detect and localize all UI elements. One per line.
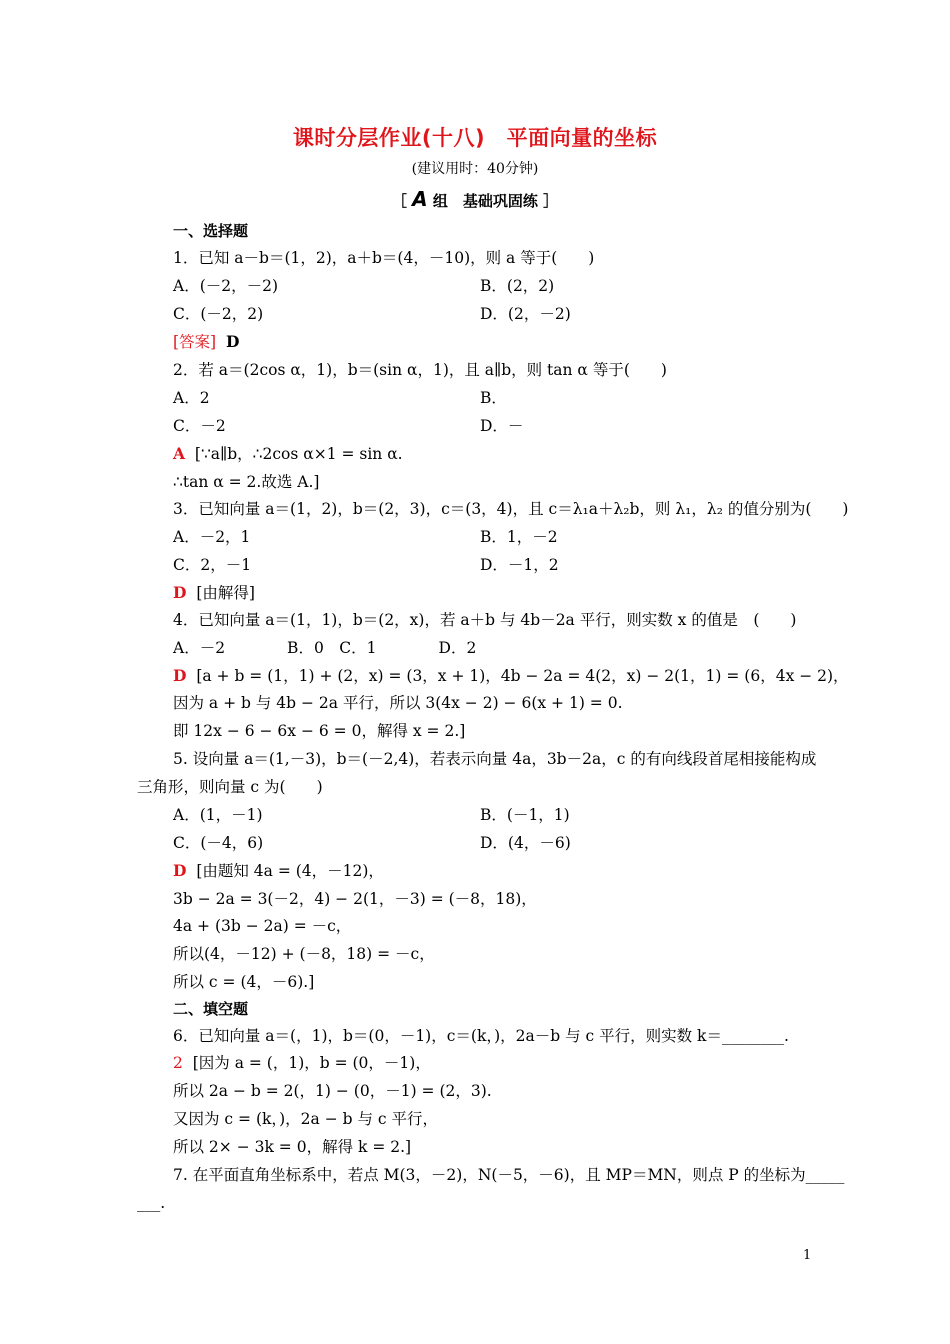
q5-solution-line1: [由题知 4a = (4，－12)， [196,862,384,880]
q3-answer-letter: D [173,583,187,602]
q3-solution [173,583,255,603]
q4-solution [173,666,849,686]
q4-solution-line3: 即 12x − 6 − 6x − 6 = 0，解得 x = 2.] [173,722,466,740]
q4-stem: 4．已知向量 a＝(1，1)，b＝(2，x)，若 a＋b 与 4b－2a 平行，则实数 x 的值是 ( ) [173,611,797,629]
group-bracket-close: ］ [543,192,559,210]
q2-stem: 2．若 a＝(2cos α，1)，b＝(sin α，1)，且 a∥b，则 tan α 等于( ) [173,361,667,379]
q3-stem: 3．已知向量 a＝(1，2)，b＝(2，3)，c＝(3，4)，且 c＝λ₁a＋λ₂b，则 λ₁，λ₂ 的值分别为( ) [173,500,849,518]
q1-stem: 1．已知 a－b＝(1，2)，a＋b＝(4，－10)，则 a 等于( ) [173,249,595,267]
q4-solution-line1: [a + b = (1，1) + (2，x) = (3，x + 1)，4b − 2a = 4(2，x) − 2(1，1) = (6，4x − 2)， [196,667,849,685]
q1-answer [173,332,239,352]
q1-option-c: C．(－2，2) [173,305,264,323]
q3-solution-line1: [由解得] [196,584,255,602]
q5-solution-line3: 4a + (3b − 2a) = －c， [173,917,352,935]
q5-solution-line4: 所以(4，－12) + (－8，18) = －c， [173,945,435,963]
q5-solution [173,861,384,881]
q5-option-a: A．(1，－1) [173,806,263,824]
time-hint: (建议用时：40分钟) [411,161,539,177]
q5-option-d: D．(4，－6) [480,834,571,852]
q2-solution-line1: [∵a∥b，∴2cos α×1 = sin α. [194,445,403,463]
q7-stem-line2: ___. [137,1194,166,1212]
q3-option-b: B．1，－2 [480,528,558,546]
q5-stem-line2: 三角形，则向量 c 为( ) [137,778,323,796]
group-heading [0,187,950,211]
q6-solution-line1: [因为 a = (，1)，b = (0，－1)， [192,1054,431,1072]
q2-option-a: A．2 [173,389,210,407]
answer-tag: [答案] [173,333,217,351]
q5-solution-line2: 3b − 2a = 3(－2，4) − 2(1，－3) = (－8，18)， [173,890,537,908]
q5-solution-line5: 所以 c = (4，－6).] [173,973,315,991]
q2-solution [173,444,403,464]
q4-options: A．－2 B．0 C．1 D．2 [173,639,477,657]
q5-answer-letter: D [173,861,187,880]
q5-stem-line1: 5. 设向量 a＝(1,－3)，b＝(－2,4)，若表示向量 4a，3b－2a，c 的有向线段首尾相接能构成 [173,750,817,768]
group-letter: A [412,187,428,211]
group-text: 组 基础巩固练 [432,192,538,210]
q3-option-c: C．2，－1 [173,556,252,574]
section-choice: 一、选择题 [173,222,249,240]
q1-option-a: A．(－2，－2) [173,277,279,295]
q2-answer-letter: A [173,444,186,463]
page-title: 课时分层作业(十八) 平面向量的坐标 [292,126,658,150]
q1-option-b: B．(2，2) [480,277,555,295]
q3-option-d: D．－1，2 [480,556,559,574]
group-bracket-open: ［ [391,192,407,210]
q1-answer-letter: D [225,332,240,351]
q2-solution-line2: ∴tan α = 2.故选 A.] [173,473,320,491]
q5-option-b: B．(－1，1) [480,806,570,824]
q6-answer: 2 [173,1054,183,1072]
q6-solution-line4: 所以 2× − 3k = 0，解得 k = 2.] [173,1138,412,1156]
q2-option-c: C．－2 [173,417,226,435]
q5-option-c: C．(－4，6) [173,834,264,852]
q7-stem-line1: 7. 在平面直角坐标系中，若点 M(3，－2)，N(－5，－6)，且 MP＝MN，则点 P 的坐标为_____ [173,1166,845,1184]
q2-option-d: D．－ [480,417,524,435]
q4-answer-letter: D [173,666,187,685]
q6-solution-line3: 又因为 c = (k，)，2a − b 与 c 平行， [173,1110,439,1128]
page-number: 1 [803,1248,812,1263]
section-fill: 二、填空题 [173,1000,249,1018]
q2-option-b: B． [480,389,507,407]
q4-solution-line2: 因为 a + b 与 4b − 2a 平行，所以 3(4x − 2) − 6(x + 1) = 0. [173,694,623,712]
q6-stem: 6．已知向量 a＝(，1)，b＝(0，－1)，c＝(k，)，2a－b 与 c 平行，则实数 k＝________. [173,1027,789,1045]
q1-option-d: D．(2，－2) [480,305,571,323]
q6-solution [173,1053,431,1073]
q6-solution-line2: 所以 2a − b = 2(，1) − (0，－1) = (2，3). [173,1082,492,1100]
q3-option-a: A．－2，1 [173,528,251,546]
